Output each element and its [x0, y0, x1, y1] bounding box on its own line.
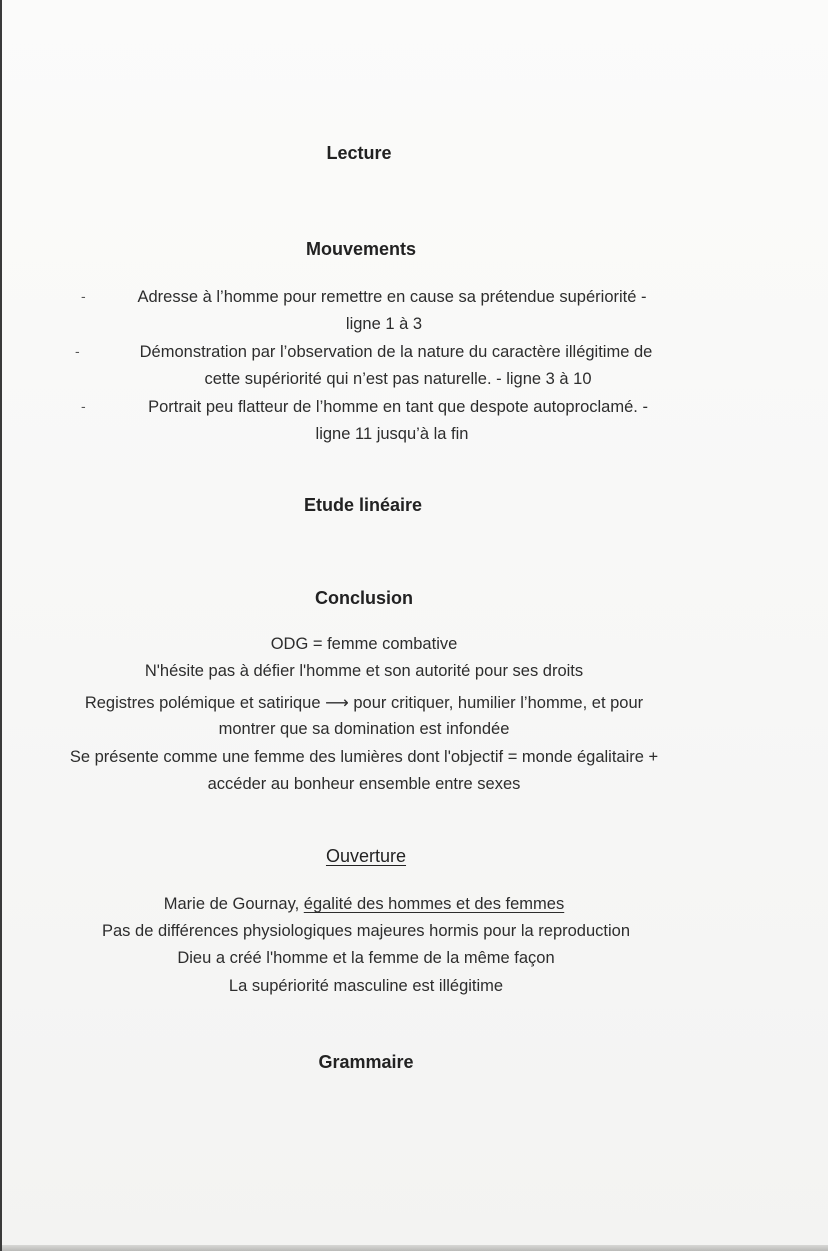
conclusion-line-6: accéder au bonheur ensemble entre sexes — [207, 775, 521, 793]
conclusion-line-3: Registres polémique et satirique ⟶ pour critiquer, humilier l’homme, et pour — [84, 694, 644, 712]
bullet-dash: - — [81, 288, 86, 304]
conclusion-line-5: Se présente comme une femme des lumières dont l'objectif = monde égalitaire + — [69, 748, 659, 766]
ouverture-line-1 — [0, 894, 778, 914]
mouvement-1-line-2: ligne 1 à 3 — [345, 315, 423, 333]
conclusion-line-1: ODG = femme combative — [270, 635, 458, 653]
mouvement-2-line-1: Démonstration par l’observation de la nature du caractère illégitime de — [139, 343, 653, 361]
heading-grammaire: Grammaire — [318, 1052, 414, 1072]
heading-lecture: Lecture — [326, 143, 392, 163]
ouverture-author: Marie de Gournay, — [163, 895, 304, 913]
heading-conclusion: Conclusion — [315, 588, 413, 608]
bullet-dash: - — [75, 343, 80, 359]
heading-etude-lineaire: Etude linéaire — [303, 495, 423, 515]
ouverture-line-4: La supériorité masculine est illégitime — [228, 977, 504, 995]
mouvement-1-line-1: Adresse à l’homme pour remettre en cause sa prétendue supériorité - — [137, 288, 647, 306]
mouvement-3-line-1: Portrait peu flatteur de l’homme en tant que despote autoproclamé. - — [148, 398, 648, 416]
ouverture-work-title: égalité des hommes et des femmes — [303, 895, 565, 913]
bullet-dash: - — [81, 398, 86, 414]
mouvement-3-line-2: ligne 11 jusqu’à la fin — [315, 425, 469, 443]
heading-mouvements: Mouvements — [305, 239, 417, 259]
ouverture-line-3: Dieu a créé l'homme et la femme de la même façon — [177, 949, 555, 967]
conclusion-line-4: montrer que sa domination est infondée — [218, 720, 510, 738]
ouverture-line-2: Pas de différences physiologiques majeures hormis pour la reproduction — [102, 922, 630, 940]
heading-ouverture: Ouverture — [325, 846, 407, 866]
mouvement-2-line-2: cette supériorité qui n’est pas naturelle. - ligne 3 à 10 — [204, 370, 592, 388]
conclusion-line-2: N'hésite pas à défier l'homme et son autorité pour ses droits — [144, 662, 584, 680]
